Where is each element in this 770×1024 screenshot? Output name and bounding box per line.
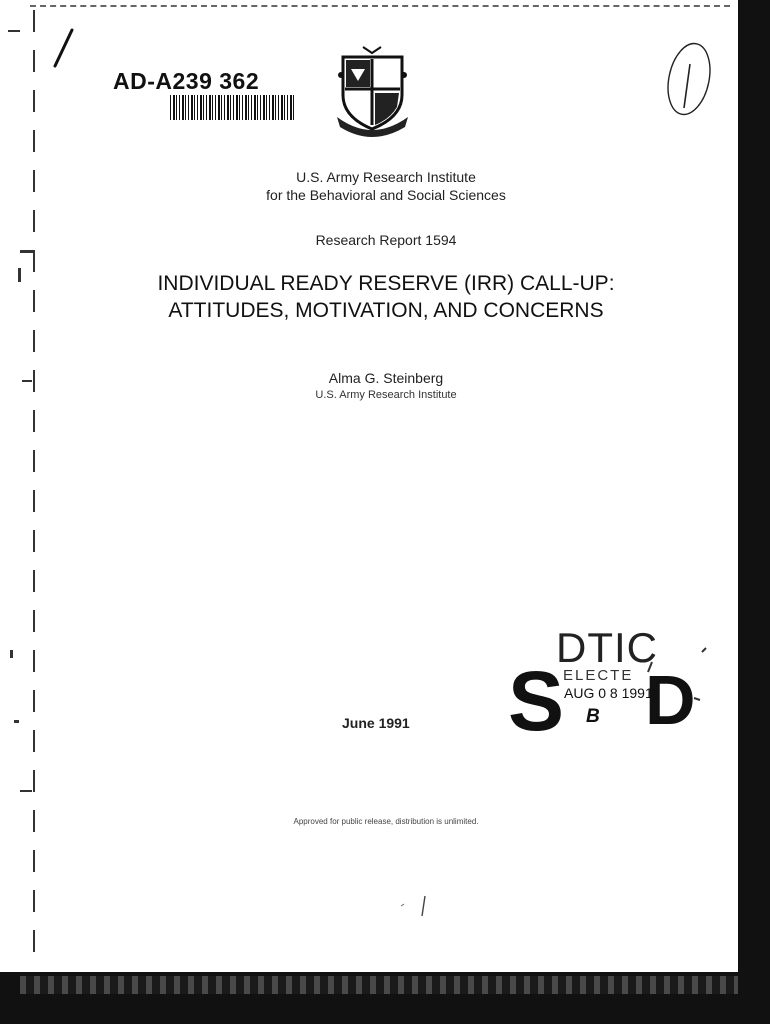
stamp-status: ELECTE	[563, 667, 634, 684]
stamp-letter-d: D	[645, 661, 696, 739]
author-name: Alma G. Steinberg	[328, 370, 444, 386]
dtic-elected-stamp	[508, 618, 708, 746]
report-title-line-2: ATTITUDES, MOTIVATION, AND CONCERNS	[168, 299, 604, 322]
svg-text:1: 1	[660, 38, 661, 39]
barcode	[170, 95, 295, 120]
stamp-date: AUG 0 8 1991	[564, 685, 653, 701]
report-number: Research Report 1594	[315, 232, 457, 248]
army-research-institute-emblem	[335, 45, 410, 137]
report-title	[34, 270, 738, 324]
pen-slash-mark	[52, 28, 74, 68]
stamp-agency: DTIC	[556, 624, 658, 671]
scan-top-border	[30, 5, 730, 8]
scan-right-edge	[738, 0, 770, 1024]
handwritten-circled-one	[660, 38, 718, 120]
scan-bottom-strip	[20, 976, 738, 994]
stamp-letter-s: S	[508, 654, 565, 746]
organization-subtitle: for the Behavioral and Social Sciences	[266, 187, 506, 203]
organization-name: U.S. Army Research Institute	[296, 169, 476, 185]
stray-scan-marks	[395, 890, 435, 920]
report-date: June 1991	[342, 715, 410, 731]
report-title-line-1: INDIVIDUAL READY RESERVE (IRR) CALL-UP:	[157, 272, 615, 295]
distribution-statement: Approved for public release, distribution is unlimited.	[293, 817, 479, 826]
document-number: AD-A239 362	[113, 68, 260, 94]
author-affiliation: U.S. Army Research Institute	[315, 389, 457, 401]
stamp-letter-b: B	[586, 706, 600, 727]
